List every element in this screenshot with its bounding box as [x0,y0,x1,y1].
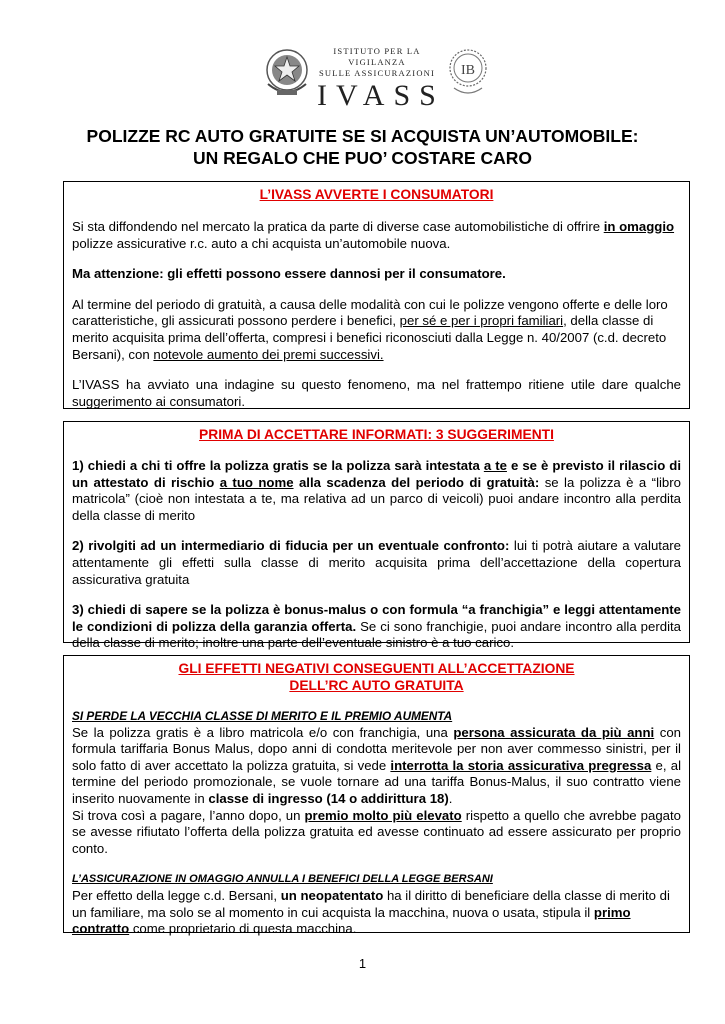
attention-paragraph [72,266,681,283]
premio-elevato-emphasis: premio molto più elevato [304,807,462,823]
intro-text: Si sta diffondendo nel mercato la pratica da parte di diverse case automobilistiche di offrire [72,219,604,234]
effects-box-heading [72,660,681,694]
suggestion-2-text: lui ti potrà aiutare a valutare attentamente gli effetti sulla classe di merito acquisita prima dell’accettazione della copertura assicurativa gratuita [72,538,682,587]
effects-heading-line-2: DELL’RC AUTO GRATUITA [289,678,464,693]
a-tuo-nome-emphasis: a tuo nome [219,474,294,490]
suggestion-1-bold: 1) chiedi a chi ti offre la polizza gratis se la polizza sarà intestata [72,458,484,473]
suggestion-3-bold: 3) chiedi di sapere se la polizza è bonus-malus o con formula “a franchigia” e leggi attentamente le condizioni di polizza della garanzia offerta. [72,602,681,634]
familiari-emphasis: per sé e per i propri familiari [399,313,564,329]
classe-text-3: e, al termine del periodo promozionale, se vuole tornare ad una tariffa Bonus-Malus, il suo contratto viene inserito nuovamente in [72,757,681,806]
intro-text-end: polizze assicurative r.c. auto a chi acquista un’automobile nuova. [72,235,451,251]
storia-interrotta-emphasis: interrotta la storia assicurativa pregressa [390,757,652,773]
a-te-emphasis: a te [483,458,507,473]
svg-text:IB: IB [461,63,475,78]
suggestion-2 [72,538,681,588]
classe-text-2: con formula tariffaria Bonus Malus, dopo anni di condotta meritevole per non aver commesso sinistri, per il solo fatto di aver accettato la polizza gratuita, si vede [72,724,681,773]
warning-box [63,181,690,409]
effects-heading-line-1: GLI EFFETTI NEGATIVI CONSEGUENTI ALL’ACCETTAZIONE [178,661,575,676]
intro-paragraph [72,219,681,252]
ib-seal-icon [446,44,490,100]
page-number: 1 [358,956,367,971]
suggestion-1-text: se la polizza è a “libro matricola” (cioè non intestata a te, ma relativa ad un parco di veicoli) puoi andare incontro alla perdita della classe di merito [72,474,681,523]
bersani-text-1: Per effetto della legge c.d. Bersani, [72,887,281,903]
subheading-legge-bersani: L’ASSICURAZIONE IN OMAGGIO ANNULLA I BENEFICI DELLA LEGGE BERSANI [72,873,493,886]
title-line-2: UN REGALO CHE PUO’ COSTARE CARO [192,148,532,168]
suggestions-box [63,421,690,651]
persona-assicurata-emphasis: persona assicurata da più anni [453,724,655,740]
effects-text: Al termine del periodo di gratuità, a causa delle modalità con cui le polizze vengono offerte e delle loro caratteristiche, gli assicurati possono perdere i benefici, [72,296,668,329]
suggestions-box-heading: PRIMA DI ACCETTARE INFORMATI: 3 SUGGERIMENTI [199,427,554,442]
warning-box-heading: L’IVASS AVVERTE I CONSUMATORI [259,187,494,202]
attention-text: Ma attenzione: gli effetti possono essere dannosi per il consumatore. [72,266,506,282]
suggestion-1-bold-2: e se è previsto il rilascio di un attestato di rischio [72,458,681,490]
page-title [40,125,685,169]
classe-text-1: Se la polizza gratis è a libro matricola e/o con franchigia, una [72,724,454,740]
premio-text-2: rispetto a quello che avrebbe pagato se avesse rifiutato l’offerta della polizza gratuita ed avesse continuato ad essere assicurato per proprio conto. [72,807,682,856]
effects-box [63,655,690,937]
primo-contratto-emphasis: primo contratto [72,904,631,937]
italian-republic-emblem-icon [262,44,312,100]
suggestion-3-text: Se ci sono franchigie, puoi andare incontro alla perdita della classe di merito; inoltre una parte dell’eventuale sinistro è a tuo carico. [72,618,682,651]
suggestion-3 [72,602,681,652]
logo-line-1: ISTITUTO PER LA VIGILANZA [333,46,421,67]
subheading-classe-merito: SI PERDE LA VECCHIA CLASSE DI MERITO E IL PREMIO AUMENTA [72,709,453,723]
bersani-paragraph [72,888,681,938]
ivass-logo [262,42,492,112]
suggestion-1 [72,458,681,524]
logo-line-2: SULLE ASSICURAZIONI [318,68,436,78]
in-omaggio-emphasis: in omaggio [603,219,675,234]
bersani-text-2: ha il diritto di beneficiare della classe di merito di un familiare, ma solo se al momento in cui acquista la macchina, nuova o usata, stipula il [72,887,670,920]
premio-paragraph [72,808,681,858]
neopatentato-emphasis: un neopatentato [280,887,384,903]
logo-name: IVASS [317,79,445,112]
classe-merito-paragraph [72,725,681,808]
effects-paragraph [72,297,681,363]
effects-text-mid: , della classe di merito acquisita prima dell’offerta, compresi i benefici riconosciuti dalla Legge n. 40/2007 (c.d. decreto Bersani), con [72,313,667,362]
suggestion-1-bold-3: alla scadenza del periodo di gratuità: [293,474,540,490]
suggestion-2-bold: 2) rivolgiti ad un intermediario di fiducia per un eventuale confronto: [72,538,510,554]
ivass-paragraph: L’IVASS ha avviato una indagine su questo fenomeno, ma nel frattempo ritiene utile dare qualche suggerimento ai consumatori. [72,377,681,409]
title-line-1: POLIZZE RC AUTO GRATUITE SE SI ACQUISTA UN’AUTOMOBILE: [86,126,639,146]
premi-emphasis: notevole aumento dei premi successivi. [153,346,384,362]
premio-text-1: Si trova così a pagare, l’anno dopo, un [72,807,305,823]
classe-text-4: . [448,790,453,806]
classe-ingresso-emphasis: classe di ingresso (14 o addirittura 18) [208,790,449,806]
bersani-text-3: come proprietario di questa macchina. [129,921,357,937]
